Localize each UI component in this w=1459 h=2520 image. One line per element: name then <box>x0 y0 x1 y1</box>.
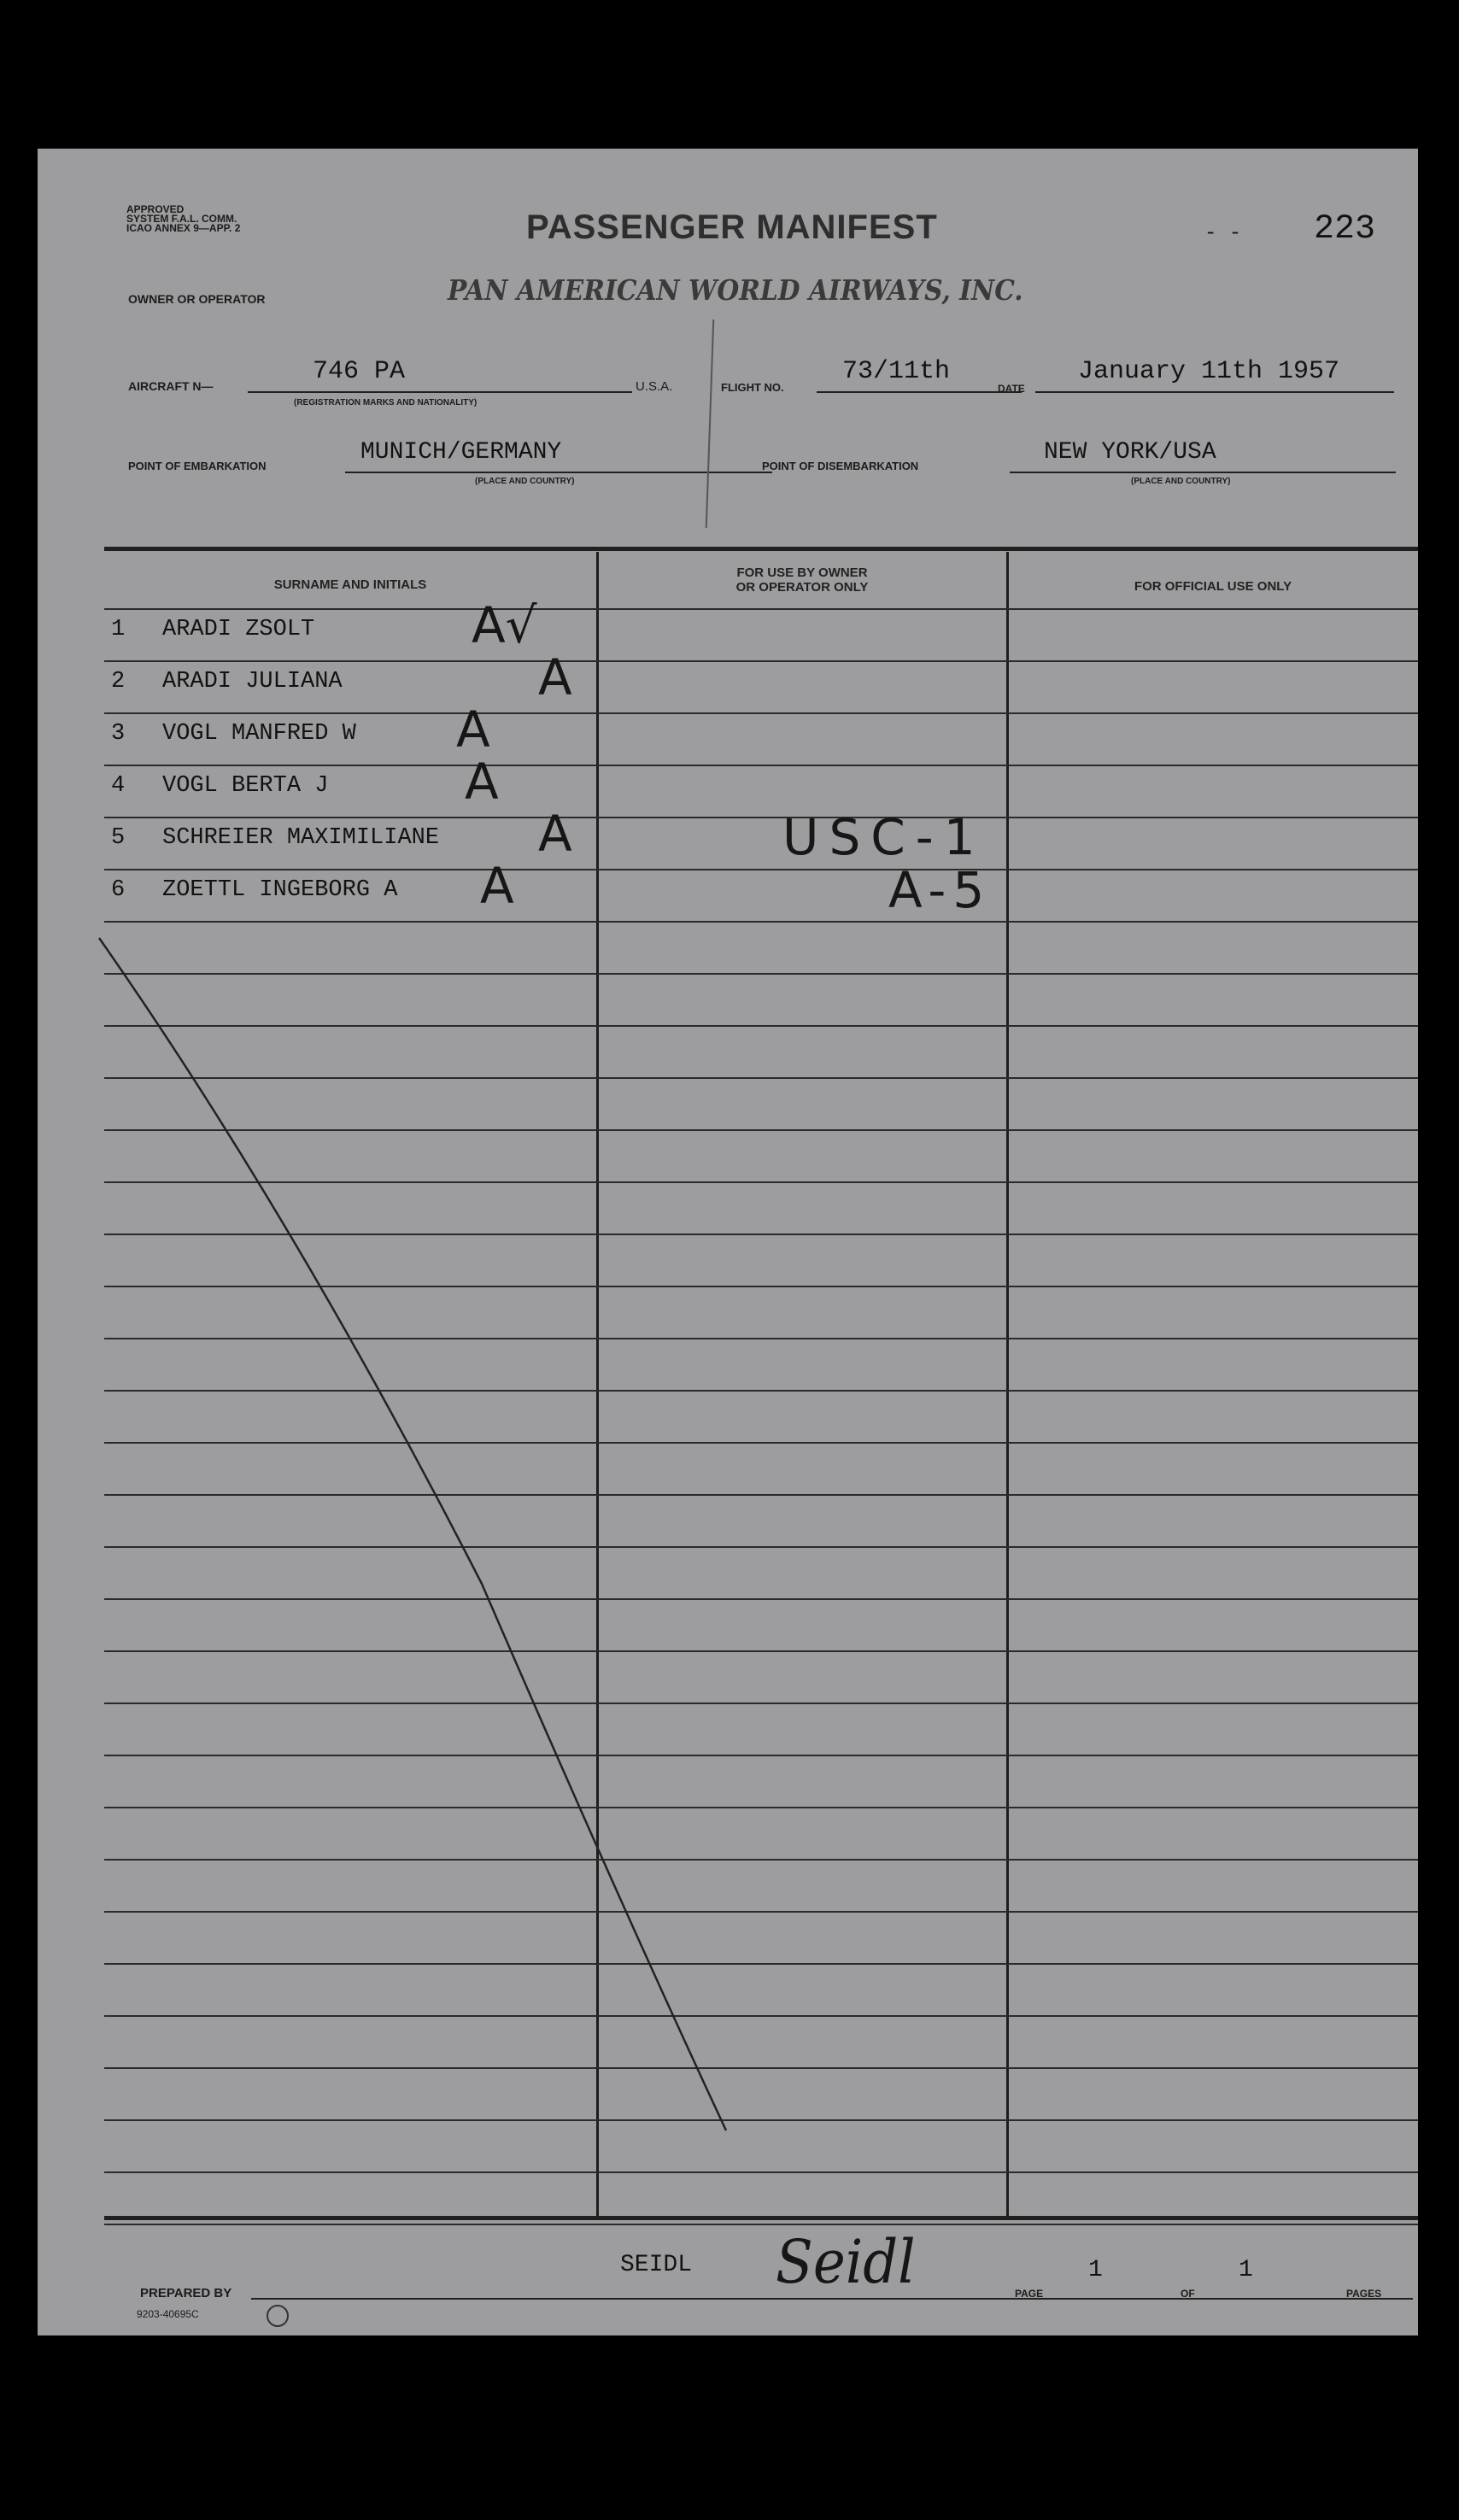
embark-value: MUNICH/GERMANY <box>360 439 562 466</box>
aircraft-value: 746 PA <box>313 357 406 386</box>
usa-label: U.S.A. <box>636 379 673 394</box>
owner-name: PAN AMERICAN WORLD AIRWAYS, INC. <box>448 273 1023 307</box>
passenger-name: ARADI JULIANA <box>162 669 343 694</box>
column-header-surname: SURNAME AND INITIALS <box>273 577 427 592</box>
handwritten-note: A-5 <box>888 861 992 919</box>
row-number: 3 <box>111 721 126 747</box>
aircraft-label: AIRCRAFT N— <box>128 379 214 393</box>
owner-label: OWNER OR OPERATOR <box>128 292 266 306</box>
row-number: 5 <box>111 825 126 851</box>
prepared-label: PREPARED BY <box>140 2286 232 2300</box>
of-label: OF <box>1181 2288 1195 2300</box>
flight-label: FLIGHT NO. <box>721 381 784 394</box>
page-label: PAGE <box>1015 2288 1044 2300</box>
flight-value: 73/11th <box>842 357 951 386</box>
pages-label: PAGES <box>1346 2288 1382 2300</box>
passenger-name: ARADI ZSOLT <box>162 617 315 642</box>
form-number: 9203-40695C <box>137 2308 199 2320</box>
date-label: DATE <box>998 383 1025 395</box>
row-number: 4 <box>111 773 126 799</box>
disembark-label: POINT OF DISEMBARKATION <box>762 460 919 472</box>
handwritten-mark: A <box>465 753 499 811</box>
union-bug-icon <box>267 2305 289 2327</box>
handwritten-mark: A <box>480 857 514 915</box>
manifest-sheet <box>38 149 1418 2335</box>
embark-label: POINT OF EMBARKATION <box>128 460 267 472</box>
passenger-name: VOGL MANFRED W <box>162 721 356 747</box>
row-number: 6 <box>111 877 126 903</box>
row-number: 1 <box>111 617 126 642</box>
disembark-value: NEW YORK/USA <box>1044 439 1216 466</box>
handwritten-mark: A <box>538 805 572 863</box>
prepared-value: SEIDL <box>620 2252 693 2278</box>
signature: Seidl <box>776 2228 916 2298</box>
handwritten-mark: A <box>538 648 572 706</box>
disembark-note: (PLACE AND COUNTRY) <box>1131 477 1231 486</box>
approval-line: SYSTEM F.A.L. COMM. <box>126 213 237 225</box>
passenger-name: SCHREIER MAXIMILIANE <box>162 825 440 851</box>
handwritten-mark: A <box>456 700 490 759</box>
date-value: January 11th 1957 <box>1078 357 1340 386</box>
cancellation-stroke <box>38 149 1418 2335</box>
document-title: PASSENGER MANIFEST <box>526 208 938 246</box>
approval-line: ICAO ANNEX 9—APP. 2 <box>126 222 241 234</box>
page-value: 1 <box>1088 2257 1103 2283</box>
column-header-line: OR OPERATOR ONLY <box>735 580 869 595</box>
approval-line: APPROVED <box>126 203 185 215</box>
passenger-name: VOGL BERTA J <box>162 773 329 799</box>
registration-note: (REGISTRATION MARKS AND NATIONALITY) <box>294 398 478 407</box>
column-header-line: FOR USE BY OWNER <box>736 566 868 580</box>
passenger-name: ZOETTL INGEBORG A <box>162 877 398 903</box>
handwritten-note: USC-1 <box>782 808 986 866</box>
handwritten-mark: A√ <box>472 596 537 654</box>
embark-note: (PLACE AND COUNTRY) <box>475 477 575 486</box>
page-dashes: - - <box>1204 222 1242 245</box>
pages-value: 1 <box>1239 2257 1253 2283</box>
page-number: 223 <box>1314 210 1376 249</box>
column-header-official: FOR OFFICIAL USE ONLY <box>1134 579 1292 594</box>
row-number: 2 <box>111 669 126 694</box>
